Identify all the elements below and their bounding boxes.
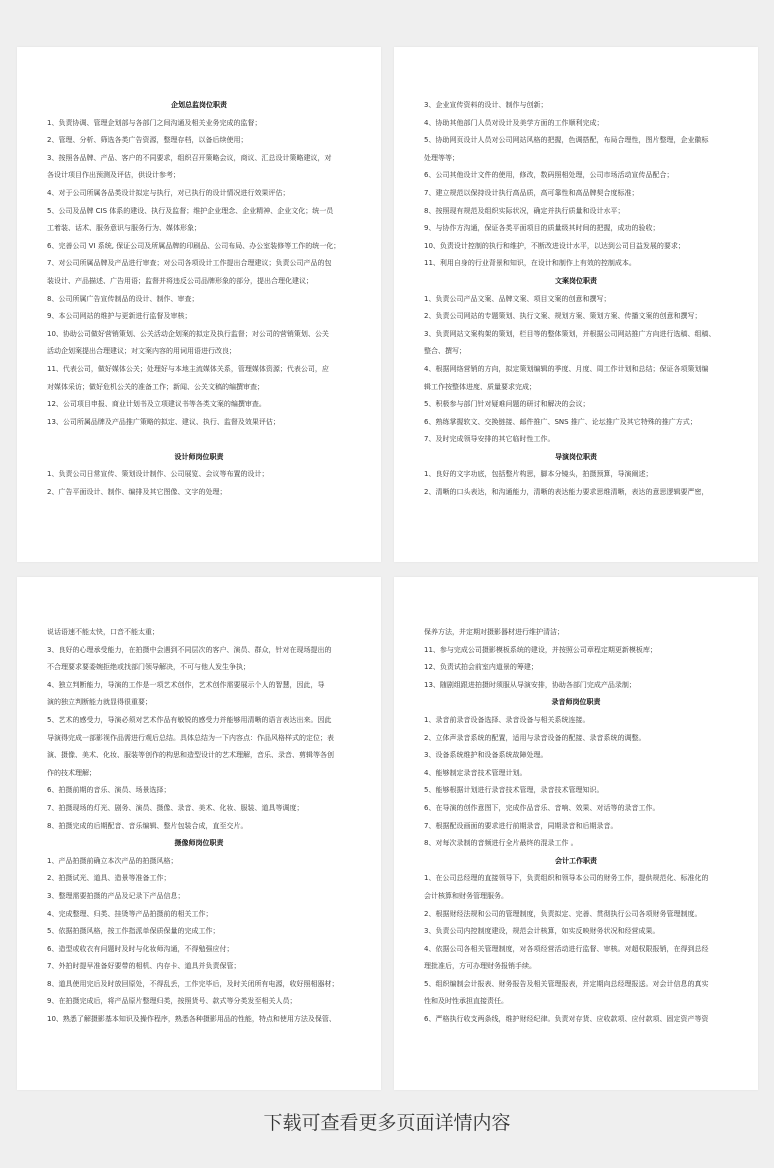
duty-item bbox=[424, 185, 728, 203]
duty-item bbox=[47, 308, 351, 326]
duty-item bbox=[47, 958, 351, 976]
duty-item bbox=[424, 677, 728, 695]
duty-item bbox=[424, 203, 728, 221]
duty-item bbox=[424, 818, 728, 836]
duty-item bbox=[47, 361, 351, 396]
section-title: 设计师岗位职责 bbox=[174, 452, 224, 461]
duty-item bbox=[424, 765, 728, 783]
duty-item bbox=[424, 484, 728, 502]
duty-item bbox=[47, 203, 351, 238]
duty-item bbox=[47, 870, 351, 888]
text-line: 理批准后，方可办理财务报销手续。 bbox=[424, 962, 536, 971]
text-line: 13、随剧组跟进拍摄时须服从导演安排，协助各部门完成产品录制； bbox=[424, 680, 636, 689]
duty-item bbox=[424, 308, 728, 326]
text-line: 7、对公司所属品牌及产品进行审查；对公司各项设计工作提出合理建议；负责公司产品的包 bbox=[47, 259, 332, 268]
text-line: 10、协助公司做好营销策划、公关活动企划案的拟定及执行监督；对公司的营销策划、公关 bbox=[47, 329, 329, 338]
text-line: 导演得完成一部影视作品需进行观后总结。具体总结为一下内容点：作品风格样式的定位；表 bbox=[47, 733, 334, 742]
text-line: 11、参与完成公司摄影模板系统的建设，并按照公司章程定期更新模板库； bbox=[424, 645, 657, 654]
section-title: 摄像师岗位职责 bbox=[174, 839, 224, 848]
duty-item bbox=[424, 659, 728, 677]
duty-item bbox=[424, 870, 728, 905]
duty-item bbox=[424, 800, 728, 818]
text-line: 9、本公司网站的维护与更新进行监督及审核； bbox=[47, 312, 192, 321]
text-line: 7、拍摄现场的灯光、剧务、演员、摄像、录音、美术、化妆、服装、道具等调度； bbox=[47, 803, 304, 812]
page-body bbox=[424, 47, 728, 502]
text-line: 2、广告平面设计、制作、编排及其它图像、文字的处理； bbox=[47, 488, 227, 497]
text-line: 8、道具使用完后及时放回原处，不得乱丢，工作完毕后，及时关闭所有电源，收好照相器材； bbox=[47, 979, 339, 988]
duty-item bbox=[47, 906, 351, 924]
duty-item bbox=[47, 677, 351, 712]
text-line: 8、按照现有规范及组织实际状况，确定并执行质量和设计水平； bbox=[424, 206, 625, 215]
duty-item bbox=[47, 255, 351, 290]
duty-item bbox=[47, 1011, 351, 1029]
duty-item bbox=[47, 484, 351, 502]
text-line: 不合理要求要委婉拒绝或找部门领导解决，不可与他人发生争执； bbox=[47, 663, 250, 672]
text-line: 4、根据网络营销的方向，拟定策划编辑的季度、月度、周工作计划和总结；保证各项策划编 bbox=[424, 364, 709, 373]
text-line: 12、负责试拍会前室内道景的筹建； bbox=[424, 663, 538, 672]
text-line: 2、清晰的口头表达，和沟通能力，清晰的表达能力要求思维清晰，表达的意思逻辑要严密， bbox=[424, 488, 709, 497]
page-body bbox=[47, 47, 351, 502]
text-line: 作的技术理解； bbox=[47, 768, 96, 777]
text-line: 1、在公司总经理的直接领导下，负责组织和领导本公司的财务工作，提供规范化、标准化的 bbox=[424, 874, 709, 883]
duty-item bbox=[424, 238, 728, 256]
duty-item bbox=[47, 888, 351, 906]
section-title: 企划总监岗位职责 bbox=[171, 101, 227, 109]
text-line: 5、公司及品牌 CIS 体系的建设、执行及监督；维护企业理念、企业精神、企业文化；统一员 bbox=[47, 206, 334, 215]
text-line: 1、良好的文字功底，包括整片构思，脚本分镜头，拍摄预算，导演阐述； bbox=[424, 470, 653, 479]
text-line: 5、组织编制会计报表、财务报告及相关管理报表，并定期向总经理报送。对会计信息的真实 bbox=[424, 979, 709, 988]
text-line: 2、立体声录音系统的配置，适用与录音设备的配接、录音系统的调整。 bbox=[424, 733, 646, 742]
duty-item bbox=[424, 976, 728, 1011]
text-line: 说话语速不能太快，口音不能太重； bbox=[47, 628, 159, 636]
page-body bbox=[47, 577, 351, 1029]
duty-item bbox=[424, 220, 728, 238]
duty-item bbox=[47, 150, 351, 185]
document-page-1 bbox=[17, 47, 381, 562]
duty-item bbox=[424, 835, 728, 853]
duty-item bbox=[424, 747, 728, 765]
duty-item bbox=[47, 238, 351, 256]
text-line: 4、对于公司所属各品类设计拟定与执行，对已执行的设计情况进行效果评估； bbox=[47, 188, 290, 197]
text-line: 3、企业宣传资料的设计、制作与创新； bbox=[424, 101, 548, 109]
text-line: 7、外拍时提早准备好要带的相机、内存卡、道具并负责保管； bbox=[47, 962, 241, 971]
text-line: 4、能够制定录音技术管理计划。 bbox=[424, 768, 527, 777]
text-line: 整合、撰写； bbox=[424, 347, 466, 356]
text-line: 6、公司其他设计文件的使用，修改，数码照相处理，公司市场活动宣传品配合； bbox=[424, 171, 674, 180]
text-line: 9、在拍摄完成后，将产品原片整理归类，按照货号、款式等分类发至相关人员； bbox=[47, 997, 297, 1006]
text-line: 演、摄像、美术、化妆、服装等创作的构思和造型设计的艺术理解，音乐、录音、剪辑等各创 bbox=[47, 751, 334, 760]
duty-item bbox=[424, 923, 728, 941]
section-title: 文案岗位职责 bbox=[555, 276, 597, 285]
text-line: 工着装、话术、服务意识与服务行为、媒体形象； bbox=[47, 224, 201, 233]
duty-item bbox=[424, 115, 728, 133]
text-line: 2、根据财经法规和公司的管理制度，负责拟定、完善、贯彻执行公司各项财务管理制度。 bbox=[424, 909, 702, 918]
duty-item bbox=[424, 1011, 728, 1029]
text-line: 3、设备系统维护和设备系统故障处理。 bbox=[424, 751, 548, 760]
duty-item bbox=[47, 712, 351, 782]
document-page-4 bbox=[394, 577, 758, 1090]
text-line: 3、负责公司内控制度建设，规范会计核算，如实反映财务状况和经营成果。 bbox=[424, 927, 660, 936]
text-line: 9、与协作方沟通，保证各类平面项目的质量级其时间的把握，成功的验收； bbox=[424, 224, 660, 233]
duty-item bbox=[47, 115, 351, 133]
duty-item bbox=[424, 361, 728, 396]
duty-item bbox=[424, 97, 728, 115]
text-line: 装设计、产品描述、广告用语；监督并将违反公司品牌形象的部分，提出合理化建议； bbox=[47, 276, 313, 285]
duty-item bbox=[424, 624, 728, 642]
duty-item bbox=[47, 782, 351, 800]
text-line: 5、协助网页设计人员对公司网站风格的把握，色调搭配，布局合理性，图片整理，企业徽标 bbox=[424, 136, 709, 145]
text-line: 保养方法，并定期对摄影器材进行维护清洁； bbox=[424, 628, 564, 636]
text-line: 性和及时性承担直接责任。 bbox=[424, 997, 508, 1006]
duty-item bbox=[47, 642, 351, 677]
text-line: 12、公司项目申报、商业计划书及立项建议书等各类文案的编撰审查。 bbox=[47, 400, 266, 409]
duty-item bbox=[47, 185, 351, 203]
text-line: 5、能够根据计划进行录音技术管理，录音技术管理知识。 bbox=[424, 786, 604, 795]
text-line: 8、拍摄完成的后期配音、音乐编辑、整片包装合成，直至交片。 bbox=[47, 821, 248, 830]
duty-item bbox=[47, 993, 351, 1011]
text-line: 10、熟悉了解摄影基本知识及操作程序，熟悉各种摄影用品的性能，特点和使用方法及保管、 bbox=[47, 1015, 336, 1024]
duty-item bbox=[47, 923, 351, 941]
text-line: 4、协助其他部门人员对设计及美学方面的工作顺利完成； bbox=[424, 118, 604, 127]
text-line: 6、拍摄前期的音乐、演员、场景选择； bbox=[47, 786, 171, 795]
duty-item bbox=[47, 818, 351, 836]
duty-item bbox=[47, 800, 351, 818]
document-page-2 bbox=[394, 47, 758, 562]
text-line: 5、积极参与部门针对疑难问题的研讨和解决的会议； bbox=[424, 400, 590, 409]
duty-item bbox=[47, 941, 351, 959]
text-line: 6、在导演的创作意图下，完成作品音乐、音响、效果、对话等的录音工作。 bbox=[424, 803, 660, 812]
text-line: 6、造型或收衣有问题时及时与化妆师沟通，不得勉强应付； bbox=[47, 944, 234, 953]
duty-item bbox=[424, 132, 728, 167]
text-line: 7、建立规范以保持设计执行高品质，高可靠性和高品牌契合度标准； bbox=[424, 188, 639, 197]
text-line: 各设计项目作出预测及评估，供设计参考； bbox=[47, 171, 180, 180]
text-line: 活动企划案提出合理建议；对文案内容的用词用语进行改良； bbox=[47, 347, 236, 356]
duty-item bbox=[47, 291, 351, 309]
duty-item bbox=[424, 255, 728, 273]
duty-item bbox=[424, 712, 728, 730]
text-line: 8、对每次录制的音频进行全片最终的混录工作 。 bbox=[424, 839, 578, 848]
section-title: 录音师岗位职责 bbox=[551, 698, 601, 707]
duty-item bbox=[424, 782, 728, 800]
text-line: 6、完善公司 VI 系统, 保证公司及所属品牌的印刷品、公司布局、办公室装修等工作的统一化； bbox=[47, 241, 341, 250]
text-line: 10、负责设计控制的执行和维护，不断改进设计水平，以达到公司目益发展的要求； bbox=[424, 241, 685, 250]
text-line: 11、利用自身的行业背景和知识，在设计和制作上有效的控制成本。 bbox=[424, 259, 636, 268]
text-line: 5、艺术的感受力，导演必须对艺术作品有敏锐的感受力并能够用清晰的语言表达出来。因此 bbox=[47, 715, 332, 724]
duty-item bbox=[47, 396, 351, 414]
text-line: 2、拍摄试光、道具、造景等准备工作； bbox=[47, 874, 171, 883]
text-line: 6、严格执行收支两条线，维护财经纪律。负责对存货、应收款项、应付款项、固定资产等资 bbox=[424, 1015, 709, 1024]
text-line: 1、负责公司产品文案、品牌文案、项目文案的创意和撰写； bbox=[424, 294, 611, 303]
duty-item bbox=[424, 291, 728, 309]
duty-item bbox=[424, 642, 728, 660]
duty-item bbox=[47, 976, 351, 994]
text-line: 辑工作按整体进度、质量要求完成； bbox=[424, 382, 536, 391]
duty-item bbox=[424, 414, 728, 432]
text-line: 13、公司所属品牌及产品推广策略的拟定、建议、执行、监督及效果评估； bbox=[47, 417, 280, 426]
text-line: 对媒体采访；做好危机公关的准备工作；新闻、公关文稿的编撰审查； bbox=[47, 382, 264, 391]
text-line: 3、整理需要拍摄的产品及记录下产品信息； bbox=[47, 891, 185, 900]
text-line: 1、产品拍摄前确立本次产品的拍摄风格； bbox=[47, 856, 178, 865]
text-line: 11、代表公司，做好媒体公关；处理好与本地主流媒体关系，管理媒体资源；代表公司，应 bbox=[47, 364, 329, 373]
text-line: 处理等等； bbox=[424, 153, 459, 162]
text-line: 2、负责公司网站的专题策划、执行文案、规划方案、策划方案、传播文案的创意和撰写； bbox=[424, 312, 702, 321]
duty-item bbox=[424, 167, 728, 185]
download-more-prompt[interactable]: 下载可查看更多页面详情内容 bbox=[263, 1112, 511, 1134]
text-line: 3、按照各品牌、产品、客户的不同要求，组织召开策略会议，商议、汇总设计策略建议，对 bbox=[47, 153, 332, 162]
text-line: 会计核算和财务管理服务。 bbox=[424, 891, 508, 900]
text-line: 演的独立判断能力就显得很重要； bbox=[47, 698, 152, 707]
page-body bbox=[424, 577, 728, 1029]
duty-item bbox=[47, 132, 351, 150]
text-line: 8、公司所属广告宣传制品的设计、制作、审查； bbox=[47, 294, 199, 303]
text-line: 7、根据配设画面的要求进行前期录音，同期录音和后期录音。 bbox=[424, 821, 618, 830]
text-line: 4、依据公司各相关管理制度，对各项经营活动进行监督、审核。对超权限报销，在得到总经 bbox=[424, 944, 709, 953]
duty-item bbox=[424, 396, 728, 414]
duty-item bbox=[424, 326, 728, 361]
section-title: 会计工作职责 bbox=[555, 856, 597, 865]
text-line: 3、负责网站文案构架的策划，栏目等的整体策划，并根据公司网站推广方向进行选稿、组稿、 bbox=[424, 329, 716, 338]
text-line: 1、负责协调、管理企划部与各部门之间沟通及相关业务完成的监督； bbox=[47, 118, 262, 127]
text-line: 7、及时完成领导安排的其它临时性工作。 bbox=[424, 435, 555, 444]
text-line: 1、负责公司日常宣传、策划设计制作、公司展览、会议等布置的设计； bbox=[47, 470, 269, 479]
document-page-3 bbox=[17, 577, 381, 1090]
duty-item bbox=[424, 941, 728, 976]
section-title: 导演岗位职责 bbox=[555, 452, 597, 461]
text-line: 5、依据拍摄风格，按工作指派单保质保量的完成工作； bbox=[47, 927, 220, 936]
duty-item bbox=[424, 466, 728, 484]
text-line: 2、管理、分析、筛选各类广告资源，整理存档，以备后续使用； bbox=[47, 136, 248, 145]
duty-item bbox=[424, 906, 728, 924]
duty-item bbox=[47, 624, 351, 642]
text-line: 4、独立判断能力，导演的工作是一项艺术创作，艺术创作需要展示个人的智慧，因此，导 bbox=[47, 680, 325, 689]
text-line: 3、良好的心理承受能力，在拍摄中会遇到不同层次的客户、演员、群众，针对在现场提出的 bbox=[47, 645, 332, 654]
spacer bbox=[47, 431, 351, 449]
duty-item bbox=[424, 431, 728, 449]
duty-item bbox=[47, 414, 351, 432]
duty-item bbox=[424, 730, 728, 748]
text-line: 4、完成整理、归类、挂烫等产品拍摄前的相关工作； bbox=[47, 909, 213, 918]
text-line: 1、录音前录音设备选择、录音设备与相关系统连接。 bbox=[424, 715, 590, 724]
duty-item bbox=[47, 326, 351, 361]
duty-item bbox=[47, 466, 351, 484]
duty-item bbox=[47, 853, 351, 871]
text-line: 6、熟练掌握软文、交换链接、邮件推广、SNS 推广、论坛推广及其它特殊的推广方式； bbox=[424, 417, 697, 426]
